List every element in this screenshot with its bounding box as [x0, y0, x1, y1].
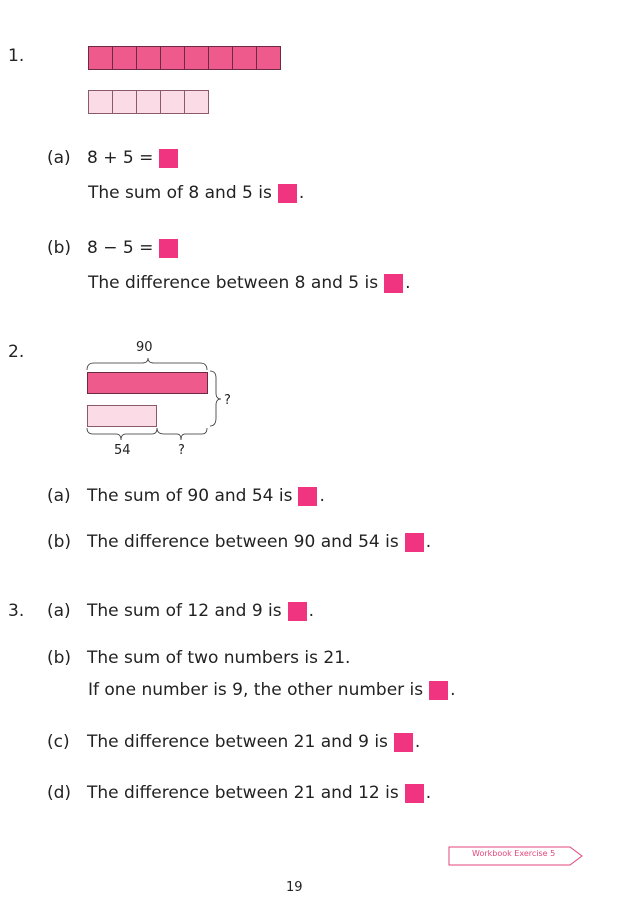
answer-box[interactable]	[394, 733, 413, 752]
bar-cell	[112, 46, 137, 70]
sentence: The difference between 90 and 54 is	[87, 532, 399, 552]
sentence: The sum of two numbers is 21.	[87, 648, 351, 668]
question-3-number: 3.	[8, 601, 25, 621]
q1-a-sentence	[88, 183, 304, 203]
diagram-bottom-left-label: 54	[114, 443, 131, 458]
q1-b	[47, 238, 180, 258]
answer-box[interactable]	[159, 239, 178, 258]
q3-a	[47, 601, 314, 621]
page-number: 19	[286, 880, 303, 895]
bar-model-8	[88, 46, 281, 70]
answer-box[interactable]	[405, 533, 424, 552]
part-label: (a)	[47, 486, 71, 506]
sentence: The difference between 8 and 5 is	[88, 273, 379, 293]
bar-cell	[136, 46, 161, 70]
q1-b-sentence	[88, 273, 411, 293]
sentence: The difference between 21 and 9 is	[87, 732, 388, 752]
period: .	[298, 183, 305, 203]
equation: 8 − 5 =	[87, 238, 154, 258]
part-label: (a)	[47, 601, 71, 621]
diagram-side-label: ?	[224, 393, 231, 408]
part-label: (b)	[47, 532, 72, 552]
answer-box[interactable]	[405, 784, 424, 803]
part-label: (b)	[47, 648, 72, 668]
question-2-number: 2.	[8, 342, 25, 362]
answer-box[interactable]	[429, 681, 448, 700]
period: .	[405, 273, 411, 293]
bar-cell	[232, 46, 257, 70]
part-label: (d)	[47, 783, 72, 803]
sentence: The sum of 8 and 5 is	[88, 183, 272, 203]
bar-cell	[184, 90, 209, 114]
q1-a	[47, 148, 180, 168]
part-label: (b)	[47, 238, 72, 258]
bar-54	[87, 405, 157, 427]
bar-model-diagram	[80, 336, 250, 466]
period: .	[425, 783, 432, 803]
q2-a	[47, 486, 325, 506]
question-1-number: 1.	[8, 46, 25, 66]
sentence: The sum of 12 and 9 is	[87, 601, 282, 621]
bar-cell	[208, 46, 233, 70]
bar-model-5	[88, 90, 209, 114]
bar-cell	[256, 46, 281, 70]
workbook-exercise-label: Workbook Exercise 5	[472, 849, 556, 858]
period: .	[425, 532, 432, 552]
q2-b	[47, 532, 431, 552]
sentence: The difference between 21 and 12 is	[87, 783, 399, 803]
bar-cell	[160, 46, 185, 70]
bar-cell	[88, 90, 113, 114]
answer-box[interactable]	[159, 149, 178, 168]
answer-box[interactable]	[278, 184, 297, 203]
sentence: If one number is 9, the other number is	[88, 680, 424, 700]
bar-90	[87, 372, 208, 394]
period: .	[319, 486, 325, 506]
bar-cell	[88, 46, 113, 70]
sentence: The sum of 90 and 54 is	[87, 486, 293, 506]
diagram-top-label: 90	[136, 340, 153, 355]
q3-b-line2	[88, 680, 456, 700]
part-label: (a)	[47, 148, 71, 168]
answer-box[interactable]	[298, 487, 317, 506]
bar-cell	[136, 90, 161, 114]
bar-cell	[160, 90, 185, 114]
diagram-bottom-right-label: ?	[178, 443, 185, 458]
workbook-exercise-tag[interactable]	[448, 846, 584, 866]
period: .	[414, 732, 421, 752]
equation: 8 + 5 =	[87, 148, 154, 168]
part-label: (c)	[47, 732, 70, 752]
q3-b	[47, 648, 350, 668]
bar-cell	[112, 90, 137, 114]
answer-box[interactable]	[384, 274, 403, 293]
q3-c	[47, 732, 420, 752]
bar-cell	[184, 46, 209, 70]
q3-d	[47, 783, 431, 803]
period: .	[308, 601, 315, 621]
period: .	[450, 680, 456, 700]
answer-box[interactable]	[288, 602, 307, 621]
